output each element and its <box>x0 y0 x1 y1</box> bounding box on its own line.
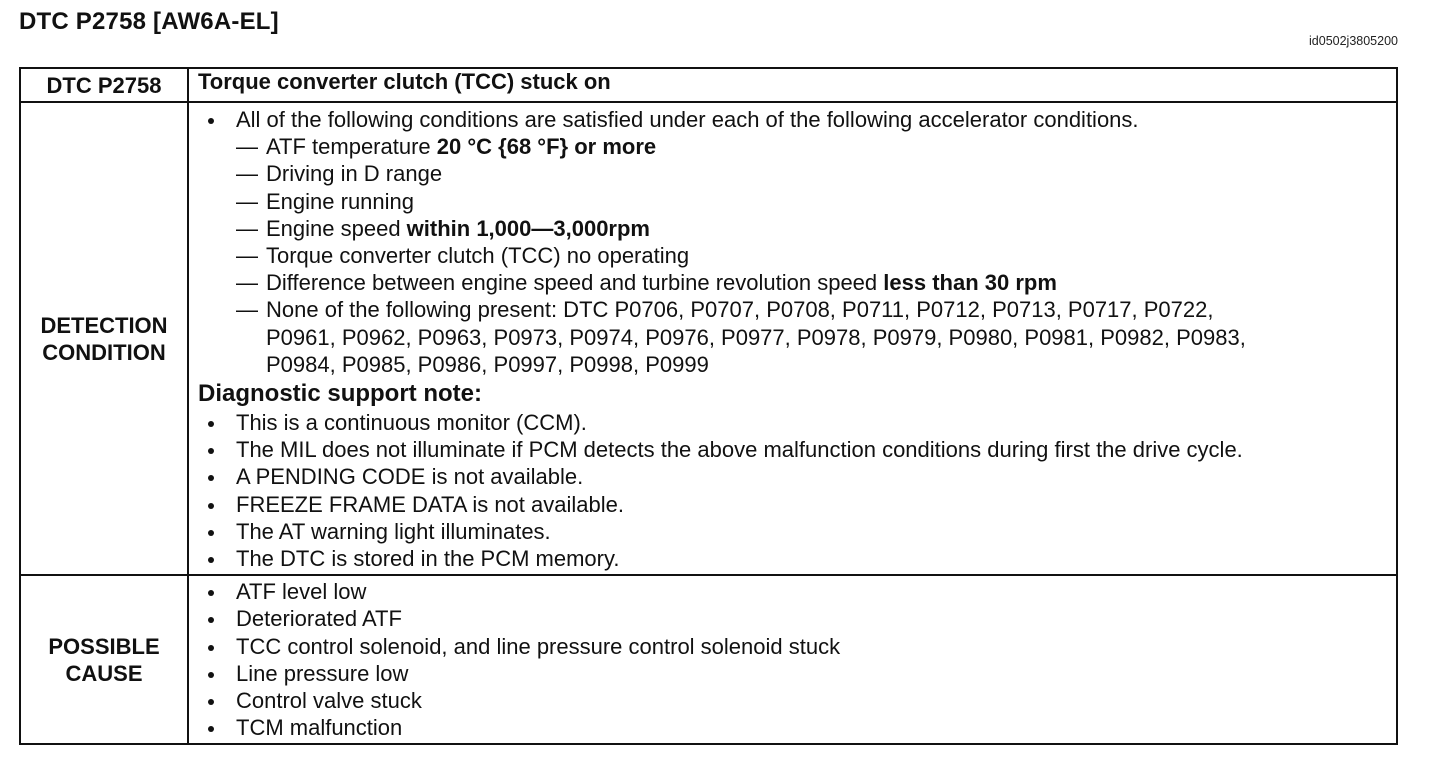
detection-intro-item <box>198 106 1396 133</box>
condition-value: 20 °C {68 °F} or more <box>436 134 657 160</box>
condition-value: within 1,000—3,000rpm <box>406 215 650 241</box>
condition-item <box>236 242 1396 269</box>
cause-text: ATF level low <box>236 579 367 605</box>
dtc-list-line: — None of the following present: DTC P0706, P0707, P0708, P0711, P0712, P0713, P0717, P0722, <box>266 297 1214 323</box>
condition-item <box>236 269 1396 296</box>
note-item <box>198 436 1396 463</box>
possible-cause-label <box>20 575 188 744</box>
condition-item <box>236 160 1396 187</box>
condition-text: Difference between engine speed and turbine revolution speed <box>266 270 884 296</box>
detection-intro-list <box>198 106 1396 133</box>
cause-text: Deteriorated ATF <box>236 606 402 632</box>
note-item <box>198 409 1396 436</box>
detection-condition-content <box>188 102 1397 575</box>
possible-cause-row <box>20 575 1397 744</box>
condition-item <box>236 188 1396 215</box>
dtc-list-line: P0984, P0985, P0986, P0997, P0998, P0999 <box>266 351 709 377</box>
detection-label-line1: DETECTION <box>40 312 168 338</box>
note-text: A PENDING CODE is not available. <box>236 464 584 490</box>
detection-condition-label <box>20 102 188 575</box>
diagnostic-note-heading: Diagnostic support note: <box>198 380 482 408</box>
cause-text: Control valve stuck <box>236 688 422 714</box>
condition-item <box>236 215 1396 242</box>
note-text: The AT warning light illuminates. <box>236 518 551 544</box>
note-item <box>198 463 1396 490</box>
note-item <box>198 518 1396 545</box>
condition-value: less than 30 rpm <box>883 270 1057 296</box>
condition-list <box>198 133 1396 378</box>
condition-text: Engine speed <box>266 215 407 241</box>
condition-item <box>236 133 1396 160</box>
cause-label-line2: CAUSE <box>65 660 143 686</box>
cause-text: TCM malfunction <box>236 715 403 741</box>
condition-text: Driving in D range <box>266 161 443 187</box>
condition-item-dtc-list <box>236 296 1396 378</box>
detection-condition-row <box>20 102 1397 575</box>
cause-text: TCC control solenoid, and line pressure control solenoid stuck <box>236 633 841 659</box>
note-text: The MIL does not illuminate if PCM detects the above malfunction conditions during first the drive cycle. <box>236 437 1243 463</box>
note-item <box>198 545 1396 572</box>
note-text: The DTC is stored in the PCM memory. <box>236 546 620 572</box>
dtc-table <box>19 67 1398 745</box>
detection-label-line2: CONDITION <box>42 339 166 365</box>
note-text: FREEZE FRAME DATA is not available. <box>236 491 624 517</box>
cause-item <box>198 714 1396 741</box>
dtc-list-line: P0961, P0962, P0963, P0973, P0974, P0976, P0977, P0978, P0979, P0980, P0981, P0982, P0983, <box>266 324 1246 350</box>
condition-text: Torque converter clutch (TCC) no operating <box>266 243 690 269</box>
cause-text: Line pressure low <box>236 660 409 686</box>
dtc-code-cell: DTC P2758 <box>20 68 188 102</box>
possible-cause-content <box>188 575 1397 744</box>
note-item <box>198 491 1396 518</box>
table-header-row <box>20 68 1397 102</box>
detection-intro-text: All of the following conditions are satisfied under each of the following accelerator conditions. <box>236 107 1139 132</box>
cause-label-line1: POSSIBLE <box>48 633 160 659</box>
diagnostic-note-list <box>198 409 1396 572</box>
dtc-description-cell: Torque converter clutch (TCC) stuck on <box>188 68 1397 102</box>
note-text: This is a continuous monitor (CCM). <box>236 410 587 436</box>
cause-item <box>198 578 1396 605</box>
condition-text: Engine running <box>266 188 415 214</box>
document-id: id0502j3805200 <box>1309 34 1398 48</box>
cause-item <box>198 660 1396 687</box>
page-title: DTC P2758 [AW6A-EL] <box>19 8 279 35</box>
cause-item <box>198 687 1396 714</box>
condition-text: ATF temperature <box>266 134 437 160</box>
cause-item <box>198 633 1396 660</box>
cause-item <box>198 605 1396 632</box>
cause-list <box>198 578 1396 741</box>
